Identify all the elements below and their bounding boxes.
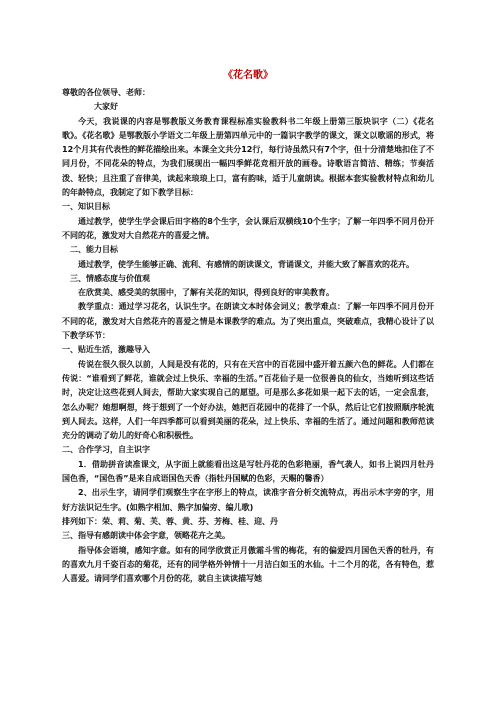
paragraph: 大家好 <box>94 102 118 112</box>
paragraph: 三、指导有感朗读中体会字意，领略花卉之美。 <box>62 531 230 541</box>
paragraph: 在欣赏美、感受美的氛围中，了解有关花的知识，得到良好的审美教育。 <box>78 288 334 298</box>
paragraph: 一、知识目标 <box>62 202 110 212</box>
paragraph: 二、能力目标 <box>70 245 118 255</box>
document-body <box>62 86 434 586</box>
paragraph: 排列如下：荣、莉、菊、芙、蓉、黄、芬、芳梅、桂、迎、丹 <box>62 516 278 526</box>
paragraph: 一、贴近生活，激趣导入 <box>62 345 150 355</box>
document-title: 《花名歌》 <box>223 70 273 81</box>
paragraph: 教学重点：通过学习花名，认识生字。在朗读文本时体会词义；教学难点：了解一年四季不同月份开不同的花，激发对大自然花卉的喜爱之情是本课教学的难点。为了突出重点，突破难点，我精心设计了以下教学环节： <box>62 302 434 341</box>
paragraph: 二、合作学习，自主识字 <box>62 445 150 455</box>
paragraph: 今天，我说课的内容是鄂教版义务教育课程标准实验教科书二年级上册第三版块识字（二）《花名歌》。《花名歌》是鄂教版小学语文二年级上册第四单元中的一篇识字教学的课文，课文以歌谣的形式，将12个月其有代表性的鲜花描绘出来。本课全文共分12行，每行诗虽然只有7个字，但十分清楚地扣住了不同月份，不同花朵的特点，为我们展现出一幅四季鲜花竞相开放的画卷。诗歌语言简洁、精练；节奏活泼、轻快；且注重了音律美，读起来琅琅上口，富有韵味，适于儿童朗读。根据本套实验教材特点和幼儿的年龄特点，我制定了如下教学目标： <box>62 116 434 198</box>
paragraph: 尊敬的各位领导、老师： <box>62 88 150 97</box>
paragraph: 三、情感态度与价值观 <box>70 273 150 283</box>
paragraph: 通过教学，使学生学会课后田字格的8个生字，会认课后双横线10个生字；了解一年四季不同月份开不同的花，激发对大自然花卉的喜爱之情。 <box>62 216 434 240</box>
paragraph: 1．借助拼音读准课文，从字面上就能看出这是写牡丹花的色彩艳丽，香气袭人，如书上说四月牡丹国色香，“国色香”是来自成语国色天香（指牡丹国赋的色彩，天赐的馨香） <box>62 459 434 484</box>
paragraph: 2、出示生字，请同学们观察生字在字形上的特点，读准字音分析交流特点，再出示木字旁的字，用好方法识记生字。(如熟字相加、熟字加偏旁、编儿歌) <box>62 488 434 512</box>
paragraph: 传说在很久很久以前，人间是没有花的，只有在天宫中的百花园中盛开着五颜六色的鲜花。人们都在传说：“谁看到了鲜花，谁就会过上快乐、幸福的生活。”百花仙子是一位很善良的仙女，当她听到这些话时，决定让这些花到人间去，帮助大家实现自己的愿望。可是那么多花如果一起下去的话，一定会乱套，怎么办呢？她想啊想，终于想到了一个好办法，她把百花园中的花排了一个队，然后让它们按照顺序轮流到人间去。这样，人们一年四季都可以看到美丽的花朵，过上快乐、幸福的生活了。通过问题和教师范读充分的调动了幼儿的好奇心和积极性。 <box>62 359 434 441</box>
paragraph: 指导体会语境，感知字意。如有的同学欣赏正月傲霜斗雪的梅花，有的偏爱四月国色天香的牡丹，有的喜欢九月千姿百态的菊花，还有的同学格外钟情十一月洁白如玉的水仙。十二个月的花，各有特色，惹人喜爱。请同学们喜欢哪个月份的花，就自主读读描写她 <box>62 545 434 584</box>
paragraph: 通过教学，使学生能够正确、流利、有感情的朗读课文，背诵课文，并能大致了解喜欢的花卉。 <box>78 259 414 269</box>
